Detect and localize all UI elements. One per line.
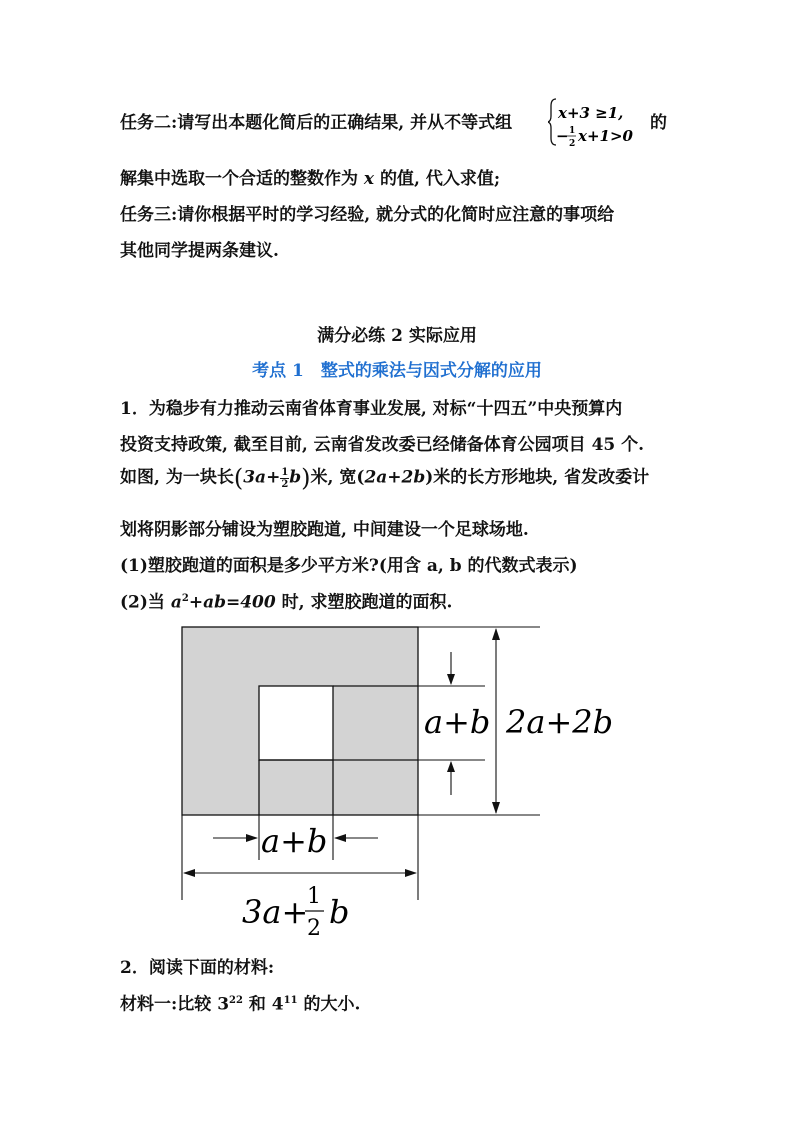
topic-title: 考点 1 整式的乘法与因式分解的应用	[252, 361, 542, 381]
q1-sub1: (1)塑胶跑道的面积是多少平方米?(用含 a, b 的代数式表示)	[120, 556, 578, 576]
length-expr: 3a+	[243, 467, 281, 488]
q1-line3: 如图, 为一块长(3a+ $\frac{1}{2}$ b)米, 宽(2a+2b)米的长方形地块, 省发改委计	[120, 464, 650, 492]
inequality-1: x+3 ≥1,	[558, 104, 624, 122]
inequality-2-num: 1	[569, 126, 576, 136]
label-inner-height: a+b	[424, 703, 491, 741]
inequality-2-rest: x+1>0	[578, 127, 633, 145]
task2-line2: 解集中选取一个合适的整数作为 x 的值, 代入求值;	[120, 169, 501, 189]
svg-text:2: 2	[307, 916, 321, 941]
label-inner-width: a+b	[261, 822, 328, 860]
q1-sub2: (2)当 $a^2+ab=400$ 时, 求塑胶跑道的面积.	[120, 592, 453, 613]
q2-line2: 材料一:比较 $3^{22}$ 和 $4^{11}$ 的大小.	[120, 994, 361, 1015]
width-expr: 2a+2b	[364, 467, 426, 488]
task3-line2: 其他同学提两条建议.	[120, 241, 279, 261]
section-title: 满分必练 2 实际应用	[317, 326, 477, 346]
inequality-2-den: 2	[569, 139, 576, 148]
q1-line1: 1．为稳步有力推动云南省体育事业发展, 对标“十四五”中央预算内	[120, 399, 623, 419]
q2-line1: 2．阅读下面的材料:	[120, 958, 275, 978]
svg-text:1: 1	[307, 884, 321, 909]
q1-line2: 投资支持政策, 截至目前, 云南省发改委已经储备体育公园项目 45 个.	[120, 435, 645, 455]
svg-text:b: b	[329, 893, 350, 931]
task3-line1: 任务三:请你根据平时的学习经验, 就分式的化简时应注意的事项给	[120, 205, 615, 225]
inequality-2-minus: −	[556, 127, 569, 145]
label-total-width: 3a+	[242, 893, 309, 931]
task2-line1-end: 的	[650, 113, 667, 133]
football-field	[259, 686, 333, 760]
label-total-height: 2a+2b	[506, 703, 614, 741]
q1-line4: 划将阴影部分铺设为塑胶跑道, 中间建设一个足球场地.	[120, 520, 529, 540]
task2-text: 任务二:请写出本题化简后的正确结果, 并从不等式组	[120, 113, 513, 133]
